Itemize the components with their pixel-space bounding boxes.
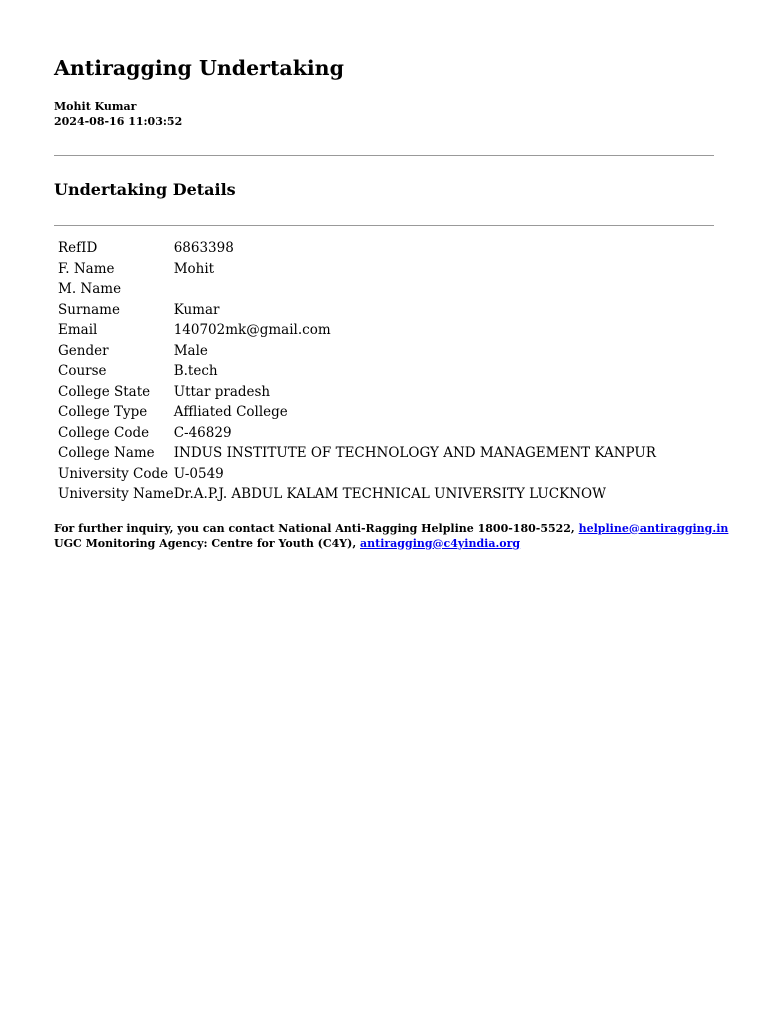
table-row-college-name xyxy=(58,443,656,464)
table-row-gender xyxy=(58,341,656,362)
table-row-university-code xyxy=(58,464,656,485)
row-label: M. Name xyxy=(58,281,122,297)
row-value: Affliated College xyxy=(173,404,288,420)
user-name: Mohit Kumar xyxy=(54,100,137,113)
row-value: INDUS INSTITUTE OF TECHNOLOGY AND MANAGEMENT KANPUR xyxy=(173,445,656,461)
table-row-surname xyxy=(58,300,656,321)
agency-email-link[interactable]: antiragging@c4yindia.org xyxy=(360,536,521,550)
divider-top xyxy=(54,155,714,156)
row-label: Gender xyxy=(58,342,109,359)
table-row-middle-name xyxy=(58,279,656,300)
timestamp: 2024-08-16 11:03:52 xyxy=(54,115,183,128)
footer-helpline-text: For further inquiry, you can contact National Anti-Ragging Helpline 1800-180-5522, xyxy=(54,521,579,535)
row-label: F. Name xyxy=(58,260,115,277)
table-row-college-state xyxy=(58,382,656,403)
table-row-course xyxy=(58,361,656,382)
row-value: Kumar xyxy=(173,301,220,318)
section-title: Undertaking Details xyxy=(54,180,236,199)
row-label: Email xyxy=(58,322,98,338)
row-label: College Code xyxy=(58,424,150,441)
row-value: Mohit xyxy=(173,260,215,277)
table-row-email xyxy=(58,320,656,341)
table-row-university-name xyxy=(58,484,656,505)
row-label: College Name xyxy=(58,445,155,461)
page-title: Antiragging Undertaking xyxy=(54,56,344,80)
row-label: College Type xyxy=(58,404,148,420)
row-value: Uttar pradesh xyxy=(173,383,271,400)
header-meta xyxy=(54,99,714,129)
row-value: C-46829 xyxy=(173,424,232,441)
table-row-college-code xyxy=(58,423,656,444)
row-label: University Code xyxy=(58,465,169,482)
row-label: University Name xyxy=(58,486,174,502)
row-value: 140702mk@gmail.com xyxy=(173,322,331,338)
footer-contact xyxy=(54,521,729,551)
row-value xyxy=(174,279,656,300)
divider-section xyxy=(54,225,714,226)
table-row-refid xyxy=(58,238,656,259)
table-row-college-type xyxy=(58,402,656,423)
footer-agency-text: UGC Monitoring Agency: Centre for Youth (C4Y), xyxy=(54,536,360,550)
footer-agency-line xyxy=(54,536,714,551)
footer-helpline-line xyxy=(54,521,729,536)
row-label: College State xyxy=(58,383,151,400)
row-value: 6863398 xyxy=(173,240,234,256)
helpline-email-link[interactable]: helpline@antiragging.in xyxy=(578,521,729,535)
row-value: U-0549 xyxy=(173,465,224,482)
details-table xyxy=(58,238,656,505)
row-label: Course xyxy=(58,363,107,379)
table-row-first-name xyxy=(58,259,656,280)
row-value: Dr.A.P.J. ABDUL KALAM TECHNICAL UNIVERSITY LUCKNOW xyxy=(173,486,606,502)
row-value: Male xyxy=(173,342,208,359)
row-value: B.tech xyxy=(173,363,218,379)
row-label: Surname xyxy=(58,301,120,318)
row-label: RefID xyxy=(58,240,98,256)
